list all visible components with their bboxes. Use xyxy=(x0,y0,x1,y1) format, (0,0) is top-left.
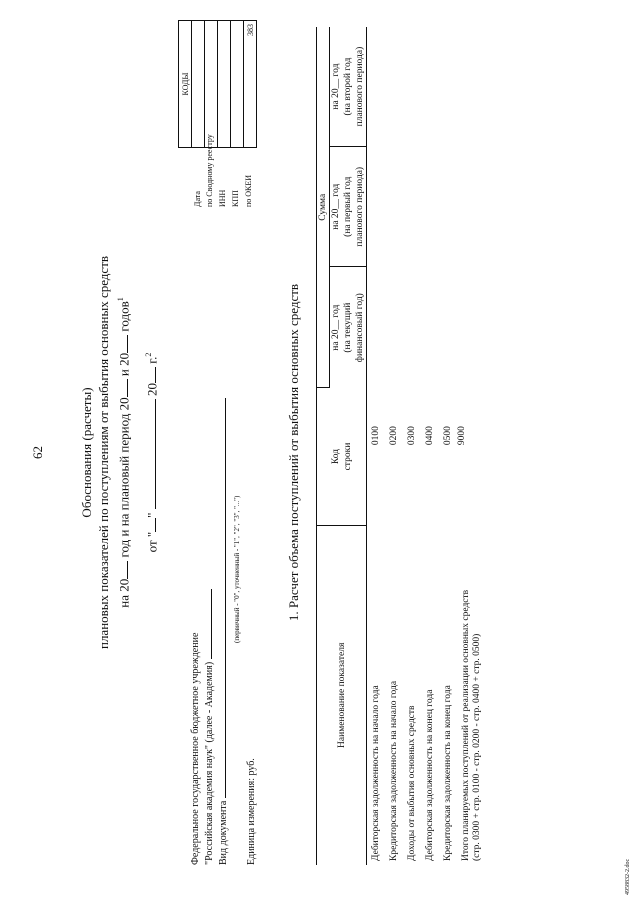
code-date-value xyxy=(192,21,205,148)
file-reference: 4958832-2.doc xyxy=(625,858,631,895)
table-row: Дебиторская задолженность на начало года 0100 xyxy=(370,426,381,861)
col-header-second-plan-year: на 20__ год (на второй год планового периода) xyxy=(330,27,367,147)
page-number: 62 xyxy=(30,446,45,459)
doc-type-hint: (первичный - "0", уточненный - "1", "2", "3", "...") xyxy=(233,495,241,643)
code-okei-value: 383 xyxy=(244,21,257,148)
col-header-sum: Сумма xyxy=(317,27,330,388)
title-block xyxy=(78,0,132,905)
title-line-3: на 20 год и на плановый период 20 и 20 годов$^1$ xyxy=(116,297,132,608)
code-registry-value xyxy=(205,21,218,148)
col-header-name: Наименование показателя xyxy=(317,525,367,865)
org-line-2: "Российская академия наук" (далее - Академия) xyxy=(204,589,215,865)
unit-of-measure: Единица измерения: руб. xyxy=(246,758,257,865)
col-header-code: Код строки xyxy=(317,388,367,525)
income-table xyxy=(316,27,487,865)
col-header-first-plan-year: на 20__ год (на первый год планового периода) xyxy=(330,147,367,267)
table-row: Кредиторская задолженность на начало года 0200 xyxy=(388,426,399,861)
org-line-1: Федеральное государственное бюджетное учреждение xyxy=(190,632,201,865)
table-row: Итого планируемых поступлений от реализации основных средств (стр. 0300 + стр. 0100 - стр. 0200 - стр. 0400 + стр. 0500) 9000 xyxy=(457,426,482,861)
doc-type-field: Вид документа xyxy=(218,398,229,865)
codes-header: КОДЫ xyxy=(179,21,192,148)
code-label-okei: по ОКЕИ xyxy=(244,174,253,207)
date-line: от "" 20 г.$^2$ xyxy=(144,352,160,553)
table-row: Доходы от выбытия основных средств 0300 xyxy=(406,426,417,861)
code-label-date: Дата xyxy=(193,191,202,207)
table-row: Кредиторская задолженность на конец года 0500 xyxy=(442,426,453,861)
table-row: Дебиторская задолженность на конец года 0400 xyxy=(424,426,435,861)
section-title: 1. Расчет объема поступлений от выбытия основных средств xyxy=(286,283,301,622)
code-label-inn: ИНН xyxy=(218,189,227,207)
col-header-current-year: на 20__ год (на текущий финансовый год) xyxy=(330,267,367,388)
title-line-2: плановых показателей по поступлениям от выбытия основных средств xyxy=(96,255,111,650)
code-inn-value xyxy=(218,21,231,148)
code-label-kpp: КПП xyxy=(231,190,240,207)
code-label-registry: по Сводному реестру xyxy=(205,134,214,207)
title-line-1: Обоснования (расчеты) xyxy=(79,387,94,518)
code-kpp-value xyxy=(231,21,244,148)
codes-box xyxy=(178,20,257,148)
